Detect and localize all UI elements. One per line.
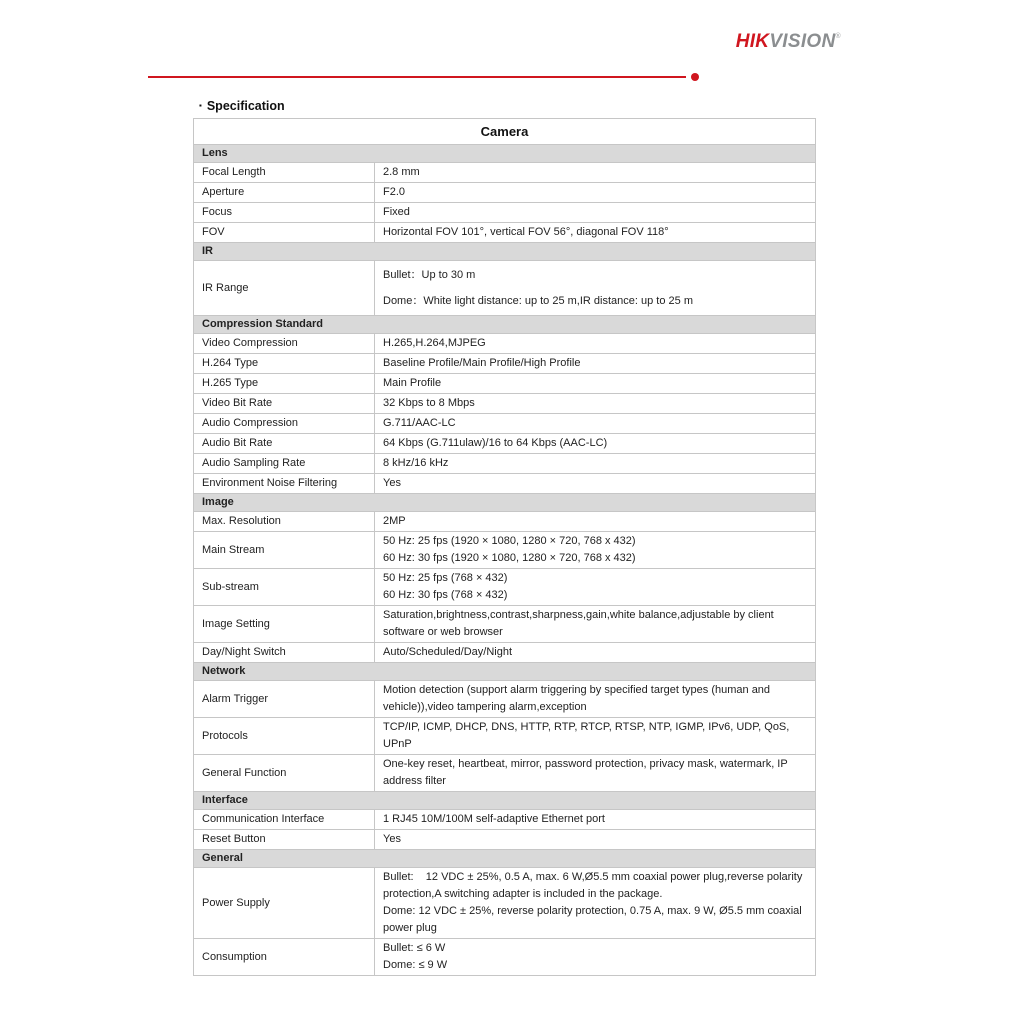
spec-row-label: IR Range	[202, 281, 249, 294]
spec-row-label: Power Supply	[202, 896, 270, 909]
spec-row-value	[374, 261, 815, 315]
spec-value-line: 2MP	[383, 515, 406, 527]
spec-value-line: Saturation,brightness,contrast,sharpness,gain,white balance,adjustable by client software or web browser	[383, 609, 777, 638]
spec-row	[194, 354, 815, 374]
spec-row-value	[374, 569, 815, 605]
spec-row-label: Alarm Trigger	[202, 692, 269, 705]
spec-row-label: Consumption	[202, 950, 267, 963]
spec-row	[194, 810, 815, 830]
spec-row-label: Sub-stream	[202, 580, 259, 593]
spec-row	[194, 718, 815, 755]
registered-trademark-icon: ®	[835, 33, 841, 40]
spec-row	[194, 606, 815, 643]
spec-value-line: Yes	[383, 833, 401, 845]
spec-row-value	[374, 223, 815, 242]
spec-row-label: Reset Button	[202, 833, 266, 845]
spec-row-value	[374, 374, 815, 393]
spec-row-value	[374, 532, 815, 568]
page-title	[199, 99, 285, 113]
spec-row	[194, 868, 815, 939]
spec-value-line: Baseline Profile/Main Profile/High Profile	[383, 357, 581, 369]
spec-value-line: 60 Hz: 30 fps (1920 × 1080, 1280 × 720, 768 x 432)	[383, 552, 636, 564]
spec-value-line: Motion detection (support alarm triggering by specified target types (human and vehicle)),video tampering alarm,exception	[383, 684, 774, 713]
heading-bullet: ▪	[199, 100, 202, 110]
spec-value-line: 8 kHz/16 kHz	[383, 457, 449, 469]
spec-row	[194, 414, 815, 434]
logo-hik-text: HIK	[735, 31, 770, 52]
spec-row-label: Focal Length	[202, 166, 266, 178]
rule-end-dot	[691, 73, 699, 81]
spec-row-value	[374, 163, 815, 182]
spec-row-value	[374, 810, 815, 829]
spec-row	[194, 374, 815, 394]
heading-text: Specification	[206, 99, 285, 113]
spec-value-line: 2.8 mm	[383, 166, 420, 178]
spec-row	[194, 939, 815, 975]
spec-row-label: Day/Night Switch	[202, 646, 286, 658]
spec-row-label: Audio Bit Rate	[202, 437, 273, 449]
spec-row	[194, 474, 815, 494]
spec-section-header: Image	[194, 494, 815, 512]
spec-row-label: Main Stream	[202, 543, 265, 556]
spec-value-line: H.265,H.264,MJPEG	[383, 337, 486, 349]
spec-value-line: G.711/AAC-LC	[383, 417, 456, 429]
spec-row-value	[374, 394, 815, 413]
spec-row-value	[374, 454, 815, 473]
spec-row-label: Focus	[202, 206, 232, 218]
spec-row-value	[374, 939, 815, 975]
spec-value-line: Main Profile	[383, 377, 442, 389]
spec-row	[194, 532, 815, 569]
spec-row	[194, 434, 815, 454]
spec-row	[194, 512, 815, 532]
spec-row-value	[374, 434, 815, 453]
spec-value-line: TCP/IP, ICMP, DHCP, DNS, HTTP, RTP, RTCP, RTSP, NTP, IGMP, IPv6, UDP, QoS, UPnP	[383, 721, 793, 750]
logo-vision-text: VISION	[769, 31, 836, 52]
spec-value-line: Auto/Scheduled/Day/Night	[383, 646, 513, 658]
spec-section-header: Interface	[194, 792, 815, 810]
spec-row	[194, 643, 815, 663]
spec-row-label: Video Bit Rate	[202, 397, 273, 409]
spec-row-label: Max. Resolution	[202, 515, 281, 527]
spec-row-value	[374, 334, 815, 353]
hikvision-logo	[736, 31, 841, 53]
spec-row-value	[374, 681, 815, 717]
spec-section-header: IR	[194, 243, 815, 261]
spec-row-value	[374, 868, 815, 938]
spec-row-label: Audio Sampling Rate	[202, 457, 306, 469]
spec-section-header: Lens	[194, 145, 815, 163]
spec-row-value	[374, 755, 815, 791]
spec-row-value	[374, 718, 815, 754]
spec-value-line: Bullet：Up to 30 m	[383, 268, 476, 281]
spec-row-value	[374, 512, 815, 531]
spec-value-line: Dome：White light distance: up to 25 m,IR distance: up to 25 m	[383, 294, 693, 307]
spec-value-line: 50 Hz: 25 fps (768 × 432)	[383, 572, 508, 584]
spec-row-value	[374, 354, 815, 373]
spec-value-line: 32 Kbps to 8 Mbps	[383, 397, 475, 409]
spec-row-label: Aperture	[202, 186, 245, 198]
spec-value-line: 60 Hz: 30 fps (768 × 432)	[383, 589, 508, 601]
spec-row	[194, 163, 815, 183]
spec-value-line: One-key reset, heartbeat, mirror, password protection, privacy mask, watermark, IP address filter	[383, 758, 791, 787]
spec-table	[193, 118, 816, 976]
spec-row	[194, 394, 815, 414]
spec-row	[194, 183, 815, 203]
spec-row	[194, 454, 815, 474]
spec-row-label: Environment Noise Filtering	[202, 477, 338, 489]
spec-section-header: General	[194, 850, 815, 868]
spec-section-header: Network	[194, 663, 815, 681]
spec-value-line: 1 RJ45 10M/100M self-adaptive Ethernet port	[383, 813, 605, 825]
spec-value-line: Dome: 12 VDC ± 25%, reverse polarity protection, 0.75 A, max. 9 W, Ø5.5 mm coaxial power plug	[383, 905, 805, 934]
spec-row	[194, 261, 815, 316]
spec-row-label: H.264 Type	[202, 357, 259, 369]
spec-row	[194, 681, 815, 718]
spec-value-line: 64 Kbps (G.711ulaw)/16 to 64 Kbps (AAC-LC)	[383, 437, 608, 449]
spec-row-value	[374, 183, 815, 202]
spec-row-label: H.265 Type	[202, 377, 259, 389]
spec-row	[194, 334, 815, 354]
spec-row-value	[374, 830, 815, 849]
table-title: Camera	[194, 119, 815, 145]
spec-section-header: Compression Standard	[194, 316, 815, 334]
table-body	[194, 145, 815, 975]
spec-row-label: FOV	[202, 226, 225, 238]
header-rule	[148, 76, 686, 78]
spec-row-value	[374, 203, 815, 222]
spec-row-label: Image Setting	[202, 617, 270, 630]
spec-value-line: Bullet: ≤ 6 W	[383, 942, 446, 954]
spec-row-label: General Function	[202, 766, 287, 779]
spec-row	[194, 755, 815, 792]
spec-row	[194, 223, 815, 243]
spec-row	[194, 830, 815, 850]
spec-row	[194, 203, 815, 223]
spec-value-line: F2.0	[383, 186, 406, 198]
spec-row-label: Communication Interface	[202, 813, 325, 825]
spec-value-line: Dome: ≤ 9 W	[383, 959, 448, 971]
spec-row-label: Video Compression	[202, 337, 298, 349]
spec-value-line: 50 Hz: 25 fps (1920 × 1080, 1280 × 720, 768 x 432)	[383, 535, 636, 547]
spec-value-line: Bullet: 12 VDC ± 25%, 0.5 A, max. 6 W,Ø5.5 mm coaxial power plug,reverse polarity protection,A switching adapter is included in the package.	[383, 871, 806, 900]
spec-row-value	[374, 474, 815, 493]
spec-row	[194, 569, 815, 606]
spec-row-value	[374, 414, 815, 433]
spec-row-label: Audio Compression	[202, 417, 298, 429]
spec-row-value	[374, 643, 815, 662]
spec-row-value	[374, 606, 815, 642]
spec-row-label: Protocols	[202, 729, 248, 742]
spec-value-line: Yes	[383, 477, 401, 489]
spec-value-line: Horizontal FOV 101°, vertical FOV 56°, diagonal FOV 118°	[383, 226, 669, 238]
spec-value-line: Fixed	[383, 206, 410, 218]
